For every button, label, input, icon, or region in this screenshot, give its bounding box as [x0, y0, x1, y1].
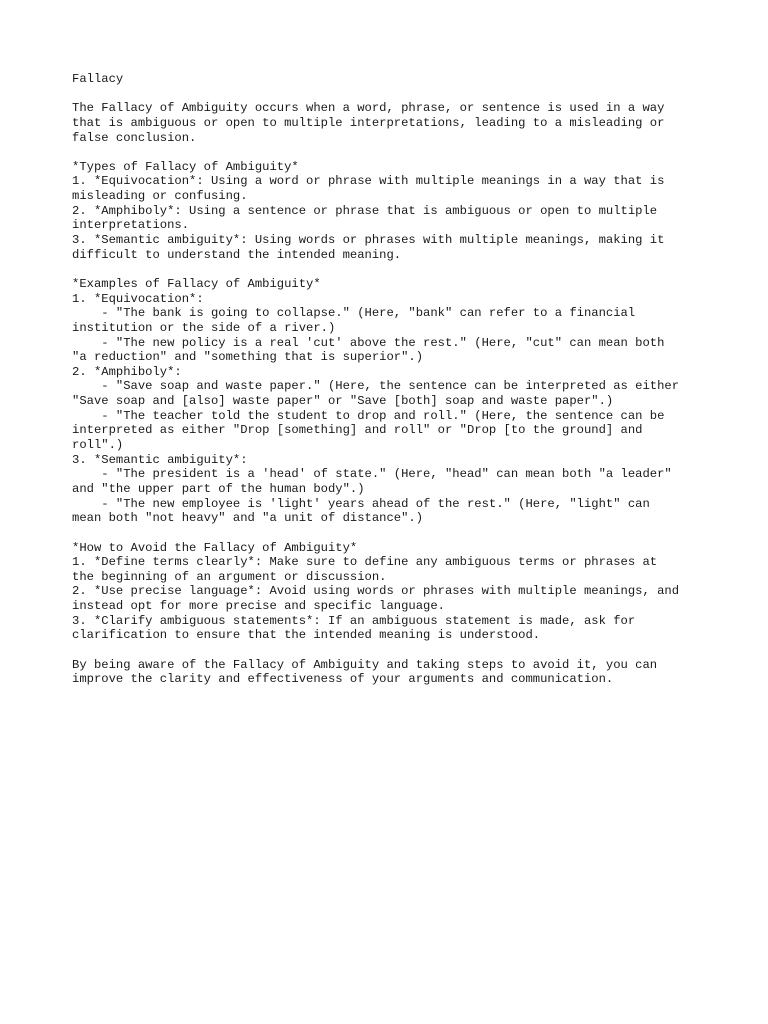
text-line: that is ambiguous or open to multiple interpretations, leading to a misleading or — [72, 115, 665, 130]
text-line: interpretations. — [72, 218, 190, 233]
text-line: interpreted as either "Drop [something] and roll" or "Drop [to the ground] and — [72, 423, 643, 438]
text-line: 2. *Amphiboly*: Using a sentence or phrase that is ambiguous or open to multiple — [72, 203, 658, 218]
text-line: 1. *Equivocation*: — [72, 291, 204, 306]
text-line: Fallacy — [72, 72, 124, 86]
blank-line — [72, 643, 732, 658]
text-line: - "The president is a 'head' of state." (Here, "head" can mean both "a leader" — [72, 467, 672, 482]
text-line: *Examples of Fallacy of Ambiguity* — [72, 276, 321, 291]
text-line: 1. *Equivocation*: Using a word or phrase with multiple meanings in a way that is — [72, 174, 665, 189]
text-line: - "The new employee is 'light' years ahead of the rest." (Here, "light" can — [72, 496, 650, 511]
text-line: - "The bank is going to collapse." (Here, "bank" can refer to a financial — [72, 306, 636, 321]
text-line: false conclusion. — [72, 130, 197, 145]
text-line: The Fallacy of Ambiguity occurs when a word, phrase, or sentence is used in a way — [72, 101, 665, 116]
text-line: difficult to understand the intended meaning. — [72, 247, 402, 262]
text-line: *How to Avoid the Fallacy of Ambiguity* — [72, 540, 358, 555]
text-line: 1. *Define terms clearly*: Make sure to define any ambiguous terms or phrases at — [72, 555, 658, 570]
text-line: - "Save soap and waste paper." (Here, the sentence can be interpreted as either — [72, 379, 680, 394]
text-line: instead opt for more precise and specific language. — [72, 599, 445, 614]
text-line: and "the upper part of the human body".) — [72, 481, 365, 496]
text-line: roll".) — [72, 438, 124, 453]
text-line: 3. *Semantic ambiguity*: Using words or phrases with multiple meanings, making it — [72, 233, 665, 248]
text-line: By being aware of the Fallacy of Ambiguity and taking steps to avoid it, you can — [72, 657, 658, 672]
text-line: 3. *Semantic ambiguity*: — [72, 452, 248, 467]
blank-line — [72, 262, 732, 277]
text-line: clarification to ensure that the intended meaning is understood. — [72, 628, 541, 643]
blank-line — [72, 145, 732, 160]
text-line: *Types of Fallacy of Ambiguity* — [72, 159, 299, 174]
text-line: 2. *Use precise language*: Avoid using words or phrases with multiple meanings, and — [72, 584, 680, 599]
text-line: misleading or confusing. — [72, 189, 248, 204]
text-line: - "The new policy is a real 'cut' above the rest." (Here, "cut" can mean both — [72, 335, 665, 350]
text-line: "Save soap and [also] waste paper" or "Save [both] soap and waste paper".) — [72, 394, 614, 409]
text-line: improve the clarity and effectiveness of your arguments and communication. — [72, 672, 614, 687]
blank-line — [72, 526, 732, 541]
text-line: institution or the side of a river.) — [72, 320, 336, 335]
text-line: - "The teacher told the student to drop and roll." (Here, the sentence can be — [72, 408, 665, 423]
text-line: 3. *Clarify ambiguous statements*: If an ambiguous statement is made, ask for — [72, 613, 636, 628]
text-line: the beginning of an argument or discussion. — [72, 569, 387, 584]
blank-line — [72, 87, 732, 102]
text-line: "a reduction" and "something that is superior".) — [72, 350, 424, 365]
text-line: 2. *Amphiboly*: — [72, 364, 182, 379]
text-line: mean both "not heavy" and "a unit of distance".) — [72, 511, 424, 526]
document-page — [72, 72, 732, 687]
